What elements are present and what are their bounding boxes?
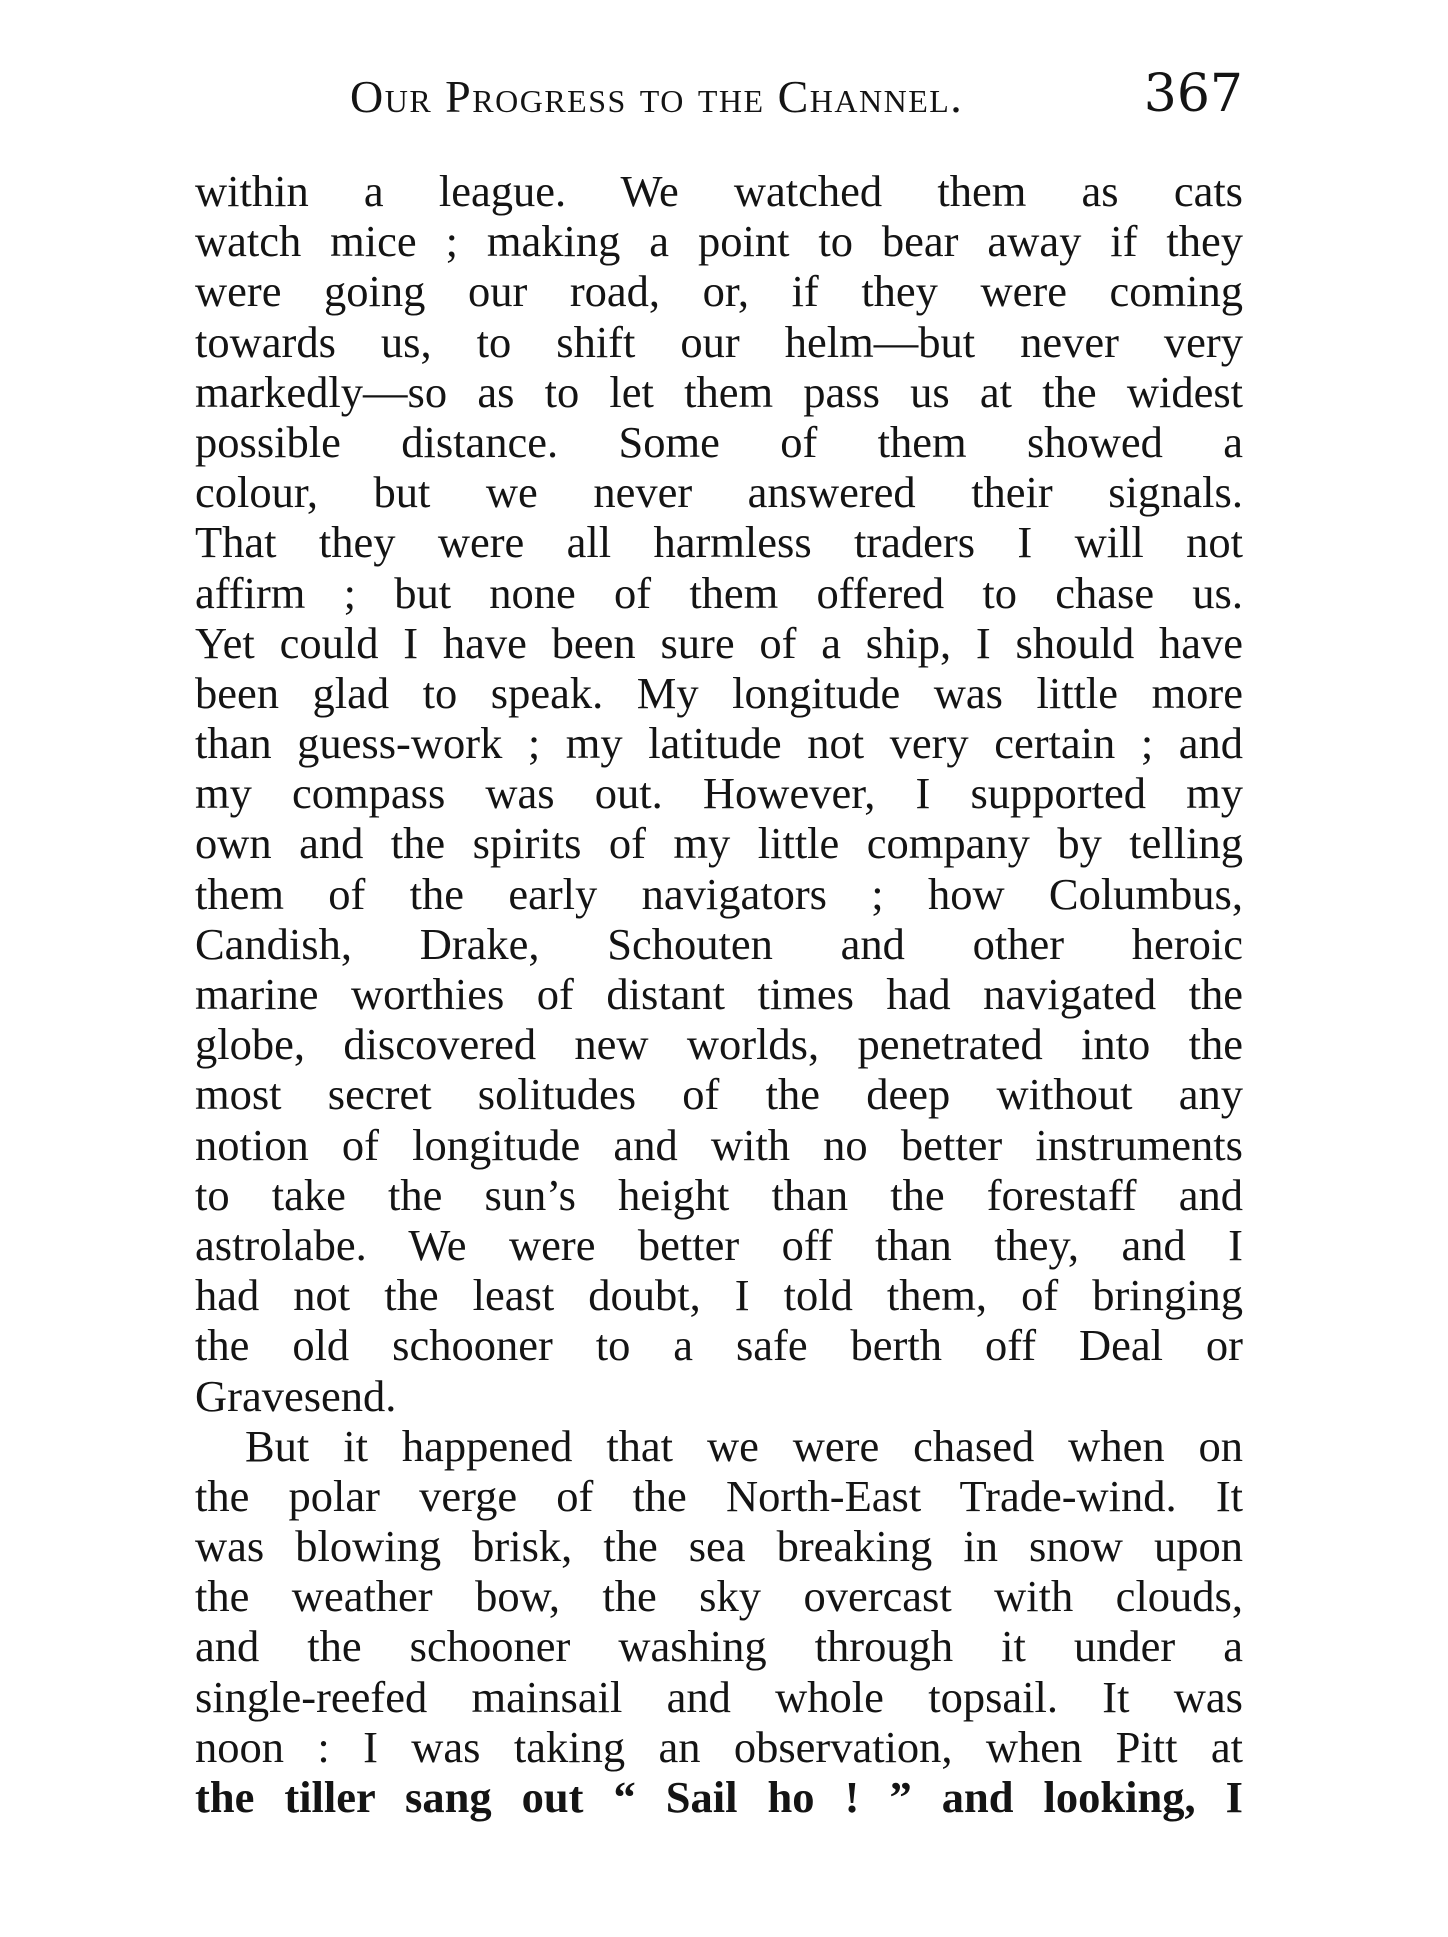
text-line: That they were all harmless traders I will not bbox=[195, 517, 1243, 568]
text-line: markedly—so as to let them pass us at the widest bbox=[195, 366, 1243, 417]
body-text bbox=[195, 166, 1243, 1822]
running-head bbox=[195, 62, 1243, 132]
text-line: globe, discovered new worlds, penetrated into the bbox=[195, 1019, 1243, 1070]
text-line: own and the spirits of my little company by telling bbox=[195, 818, 1243, 869]
text-line: were going our road, or, if they were coming bbox=[195, 266, 1243, 317]
text-line: most secret solitudes of the deep without any bbox=[195, 1069, 1243, 1120]
text-line: them of the early navigators ; how Columbus, bbox=[195, 868, 1243, 919]
text-line: my compass was out. However, I supported my bbox=[195, 768, 1243, 819]
text-line: and the schooner washing through it under a bbox=[195, 1621, 1243, 1672]
text-line: marine worthies of distant times had navigated the bbox=[195, 969, 1243, 1019]
text-line: the polar verge of the North-East Trade-wind. It bbox=[195, 1470, 1243, 1521]
paragraph-1 bbox=[195, 166, 1243, 1421]
page-number: 367 bbox=[1143, 64, 1243, 124]
text-line: the weather bow, the sky overcast with clouds, bbox=[195, 1571, 1243, 1622]
text-line: noon : I was taking an observation, when Pitt at bbox=[195, 1721, 1243, 1772]
text-line: colour, but we never answered their signals. bbox=[195, 467, 1243, 518]
text-line: notion of longitude and with no better instruments bbox=[195, 1119, 1243, 1170]
text-line: But it happened that we were chased when on bbox=[245, 1420, 1243, 1471]
text-line: been glad to speak. My longitude was little more bbox=[195, 667, 1243, 718]
text-line: watch mice ; making a point to bear away if they bbox=[195, 216, 1243, 267]
text-line: single-reefed mainsail and whole topsail. It was bbox=[195, 1671, 1243, 1722]
text-line: Yet could I have been sure of a ship, I should have bbox=[195, 617, 1243, 668]
text-line: than guess-work ; my latitude not very certain ; and bbox=[195, 718, 1243, 769]
text-line: affirm ; but none of them offered to chase us. bbox=[195, 567, 1243, 618]
text-line: Gravesend. bbox=[195, 1370, 397, 1421]
paragraph-2 bbox=[195, 1421, 1243, 1823]
text-line: was blowing brisk, the sea breaking in snow upon bbox=[195, 1521, 1243, 1572]
text-line: Candish, Drake, Schouten and other heroic bbox=[195, 918, 1243, 969]
running-title: Our Progress to the Channel. bbox=[350, 71, 964, 122]
text-line: towards us, to shift our helm—but never very bbox=[195, 316, 1243, 367]
text-line: the tiller sang out “ Sail ho ! ” and looking, I bbox=[195, 1772, 1243, 1822]
text-line: had not the least doubt, I told them, of bringing bbox=[195, 1270, 1243, 1321]
text-line: to take the sun’s height than the forestaff and bbox=[195, 1169, 1243, 1220]
text-line: the old schooner to a safe berth off Deal or bbox=[195, 1320, 1243, 1371]
text-line: astrolabe. We were better off than they, and I bbox=[195, 1219, 1243, 1270]
text-line: within a league. We watched them as cats bbox=[195, 166, 1243, 216]
text-line: possible distance. Some of them showed a bbox=[195, 416, 1243, 467]
